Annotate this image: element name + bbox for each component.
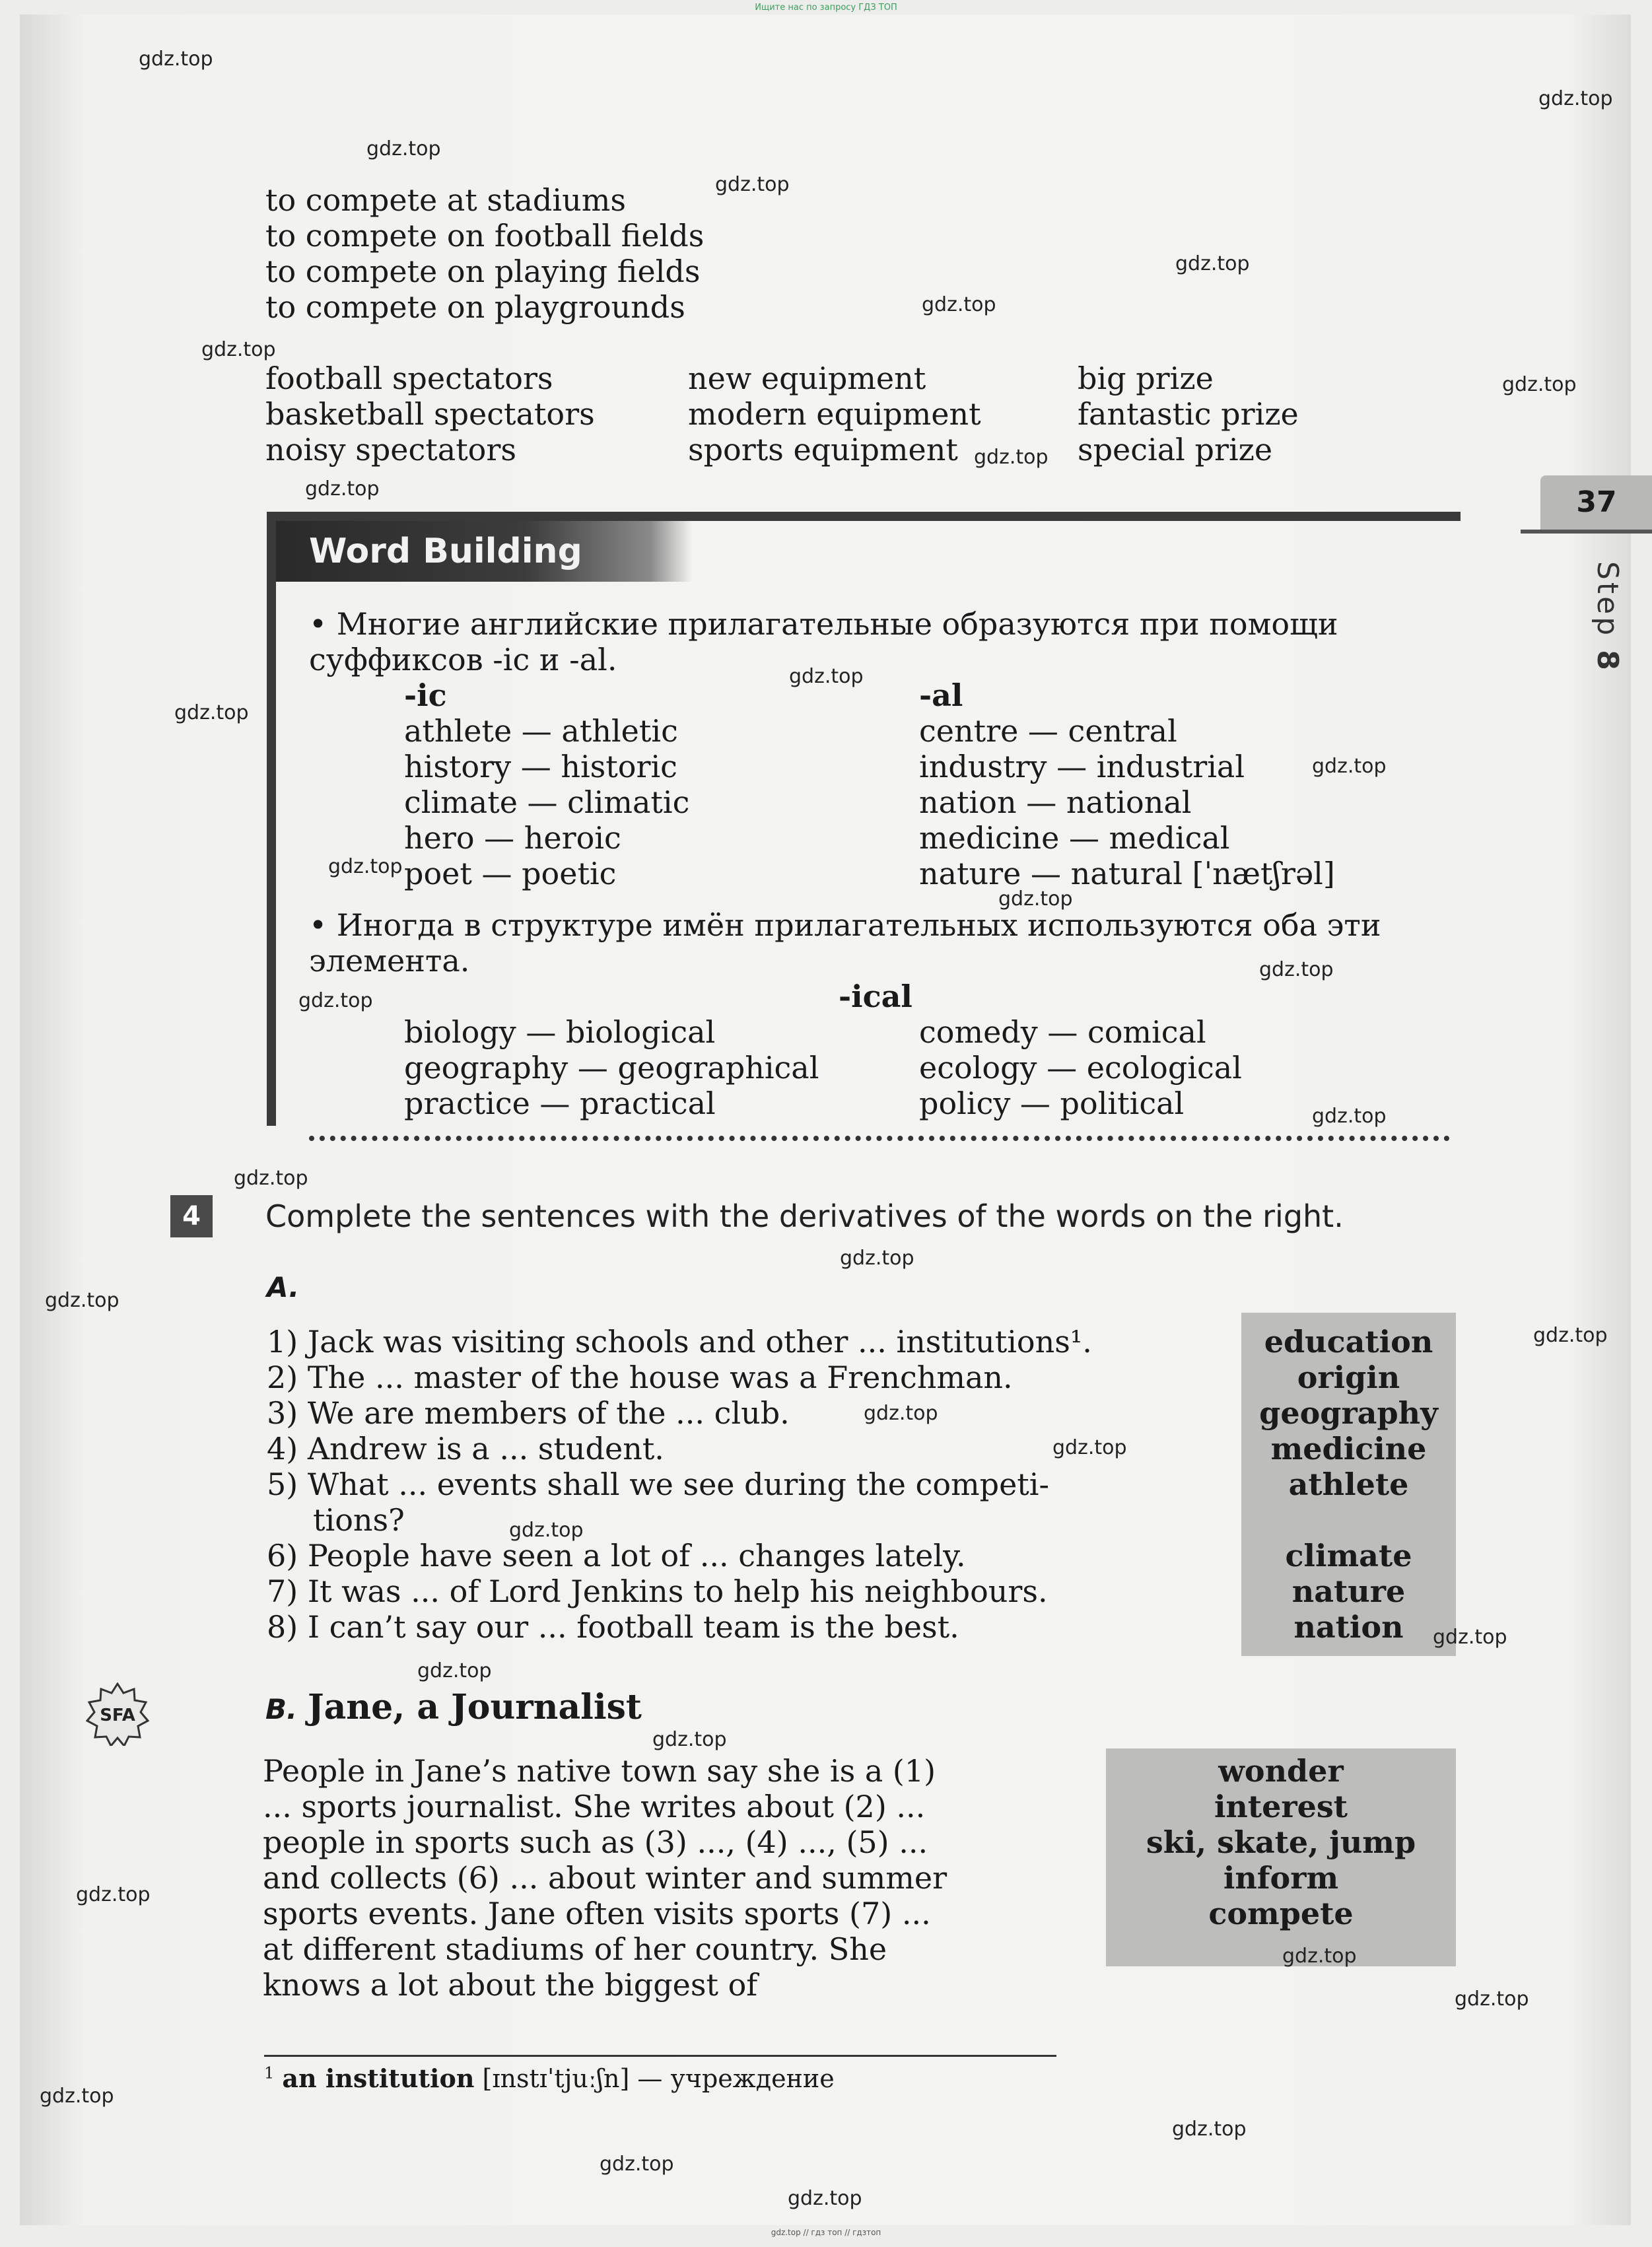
collocation: big prize xyxy=(1078,361,1214,396)
watermark: gdz.top xyxy=(715,173,790,196)
exercise-number: 4 xyxy=(170,1195,213,1237)
ical-pair: ecology — ecological xyxy=(919,1050,1242,1086)
ical-table xyxy=(404,1014,1447,1121)
words-a-bottom xyxy=(1241,1538,1456,1645)
section-a-label: A. xyxy=(267,1271,300,1303)
sentence-continuation: tions? xyxy=(313,1502,405,1538)
watermark: gdz.top xyxy=(974,446,1049,469)
watermark: gdz.top xyxy=(1312,755,1387,778)
rule-2-line-1: • Иногда в структуре имён прилагательных используются оба эти xyxy=(309,907,1381,943)
ic-pair: history — historic xyxy=(404,749,677,784)
sentence: 8) I can’t say our ... football team is the best. xyxy=(267,1609,959,1645)
passage-line: People in Jane’s native town say she is a (1) xyxy=(263,1753,936,1789)
watermark: gdz.top xyxy=(1282,1945,1357,1968)
root-word: geography xyxy=(1259,1395,1438,1431)
watermark: gdz.top xyxy=(1433,1626,1507,1649)
footnote-rule xyxy=(264,2055,1056,2057)
watermark: gdz.top xyxy=(1175,252,1250,275)
word-building-frame-left xyxy=(267,512,276,1126)
collocation: noisy spectators xyxy=(265,432,516,467)
watermark: gdz.top xyxy=(417,1659,492,1682)
watermark: gdz.top xyxy=(922,293,996,316)
root-word: compete xyxy=(1208,1896,1354,1931)
watermark: gdz.top xyxy=(509,1519,584,1542)
watermark: gdz.top xyxy=(788,2187,862,2210)
ical-header: -ical xyxy=(839,979,912,1014)
watermark: gdz.top xyxy=(366,137,441,160)
footnote-word: an institution xyxy=(282,2063,475,2093)
watermark: gdz.top xyxy=(201,338,276,361)
footnote xyxy=(264,2063,835,2093)
step-label: Step xyxy=(1591,561,1624,639)
watermark: gdz.top xyxy=(1172,2118,1247,2141)
watermark: gdz.top xyxy=(1259,958,1334,981)
al-pair: nature — natural [ˈnætʃrəl] xyxy=(919,856,1335,891)
watermark: gdz.top xyxy=(1455,1988,1529,2011)
watermark: gdz.top xyxy=(234,1167,308,1190)
collocation: football spectators xyxy=(265,361,553,396)
root-word: athlete xyxy=(1288,1467,1409,1502)
al-header: -al xyxy=(919,677,963,713)
ical-pair: biology — biological xyxy=(404,1014,716,1050)
ic-pair: hero — heroic xyxy=(404,820,621,856)
bottom-link[interactable]: gdz.top // гдз топ // гдзтоп xyxy=(771,2228,881,2237)
footnote-definition: [ɪnstɪˈtjuːʃn] — учреждение xyxy=(474,2064,835,2093)
passage-line: ... sports journalist. She writes about (2) ... xyxy=(263,1789,926,1824)
ic-column xyxy=(404,677,919,891)
compete-phrase: to compete on football fields xyxy=(265,218,705,254)
collocation: basketball spectators xyxy=(265,396,595,432)
root-word: climate xyxy=(1285,1538,1412,1573)
watermark: gdz.top xyxy=(40,2085,114,2108)
word-building-frame-top xyxy=(267,512,1461,521)
root-word: medicine xyxy=(1270,1431,1427,1467)
watermark: gdz.top xyxy=(174,701,249,724)
root-word: inform xyxy=(1223,1860,1339,1896)
watermark: gdz.top xyxy=(1538,87,1613,110)
watermark: gdz.top xyxy=(328,855,403,878)
root-word: ski, skate, jump xyxy=(1146,1824,1416,1860)
compete-phrase: to compete on playing fields xyxy=(265,254,701,289)
sentence: 3) We are members of the ... club. xyxy=(267,1395,790,1431)
ic-pair: poet — poetic xyxy=(404,856,617,891)
collocation: modern equipment xyxy=(688,396,981,432)
passage-line: at different stadiums of her country. She xyxy=(263,1931,887,1967)
collocation-col-prize xyxy=(1078,361,1474,467)
words-b xyxy=(1106,1753,1456,1931)
sentence: 7) It was ... of Lord Jenkins to help his neighbours. xyxy=(267,1573,1048,1609)
watermark: gdz.top xyxy=(1502,373,1577,396)
al-pair: nation — national xyxy=(919,784,1192,820)
al-pair: medicine — medical xyxy=(919,820,1230,856)
section-b-letter: B. xyxy=(265,1693,297,1725)
top-link[interactable]: Ищите нас по запросу ГДЗ ТОП xyxy=(755,3,897,13)
step-tab xyxy=(1565,561,1624,707)
watermark: gdz.top xyxy=(298,989,373,1012)
watermark: gdz.top xyxy=(998,887,1073,911)
watermark: gdz.top xyxy=(305,477,380,501)
ic-pair: climate — climatic xyxy=(404,784,690,820)
root-word: education xyxy=(1264,1324,1433,1360)
root-word: origin xyxy=(1297,1360,1400,1395)
ic-pair: athlete — athletic xyxy=(404,713,678,749)
collocation: sports equipment xyxy=(688,432,958,467)
watermark: gdz.top xyxy=(840,1247,914,1270)
jane-passage xyxy=(263,1753,1088,2003)
sentence: 5) What ... events shall we see during the competi- xyxy=(267,1467,1050,1502)
collocation: fantastic prize xyxy=(1078,396,1299,432)
watermark: gdz.top xyxy=(789,665,864,688)
al-pair: industry — industrial xyxy=(919,749,1245,784)
compete-phrases xyxy=(265,182,704,325)
collocation: new equipment xyxy=(688,361,926,396)
watermark: gdz.top xyxy=(76,1883,151,1906)
compete-phrase: to compete at stadiums xyxy=(265,182,626,218)
words-a-top xyxy=(1241,1324,1456,1502)
passage-line: sports events. Jane often visits sports (7) ... xyxy=(263,1896,931,1931)
rule-2 xyxy=(309,907,1381,979)
compete-phrase: to compete on playgrounds xyxy=(265,289,685,325)
sentence: 2) The ... master of the house was a Frenchman. xyxy=(267,1360,1013,1395)
watermark: gdz.top xyxy=(1052,1436,1127,1459)
ical-pair: comedy — comical xyxy=(919,1014,1206,1050)
watermark: gdz.top xyxy=(652,1728,727,1751)
al-column xyxy=(919,677,1447,891)
passage-line: knows a lot about the biggest of xyxy=(263,1967,758,2003)
ical-pair: policy — political xyxy=(919,1086,1185,1121)
footnote-mark: 1 xyxy=(264,2063,275,2083)
ical-pair: practice — practical xyxy=(404,1086,716,1121)
word-building-title: Word Building xyxy=(276,521,692,582)
passage-line: and collects (6) ... about winter and summer xyxy=(263,1860,947,1896)
section-b-heading xyxy=(265,1687,642,1727)
step-number: 8 xyxy=(1591,650,1624,673)
rule-1-line-1: • Многие английские прилагательные образуются при помощи xyxy=(309,606,1338,642)
watermark: gdz.top xyxy=(1533,1324,1608,1347)
watermark: gdz.top xyxy=(1312,1105,1387,1128)
sentence: 4) Andrew is a ... student. xyxy=(267,1431,664,1467)
exercise-instruction: Complete the sentences with the derivatives of the words on the right. xyxy=(265,1198,1344,1234)
root-word: interest xyxy=(1214,1789,1348,1824)
watermark: gdz.top xyxy=(45,1289,120,1312)
sfa-text: SFA xyxy=(100,1706,135,1725)
collocation-columns xyxy=(265,361,1474,467)
sentence-list xyxy=(267,1324,1092,1645)
root-word: nation xyxy=(1293,1609,1404,1645)
passage-line: people in sports such as (3) ..., (4) ..., (5) ... xyxy=(263,1824,928,1860)
section-b-title: Jane, a Journalist xyxy=(307,1687,642,1727)
ic-header: -ic xyxy=(404,677,447,713)
suffix-table xyxy=(404,677,1447,891)
rule-2-line-2: элемента. xyxy=(309,943,470,979)
sentence: 1) Jack was visiting schools and other ... institutions¹. xyxy=(267,1324,1092,1360)
collocation: special prize xyxy=(1078,432,1273,467)
sfa-badge-icon xyxy=(86,1682,149,1746)
ical-pair: geography — geographical xyxy=(404,1050,819,1086)
watermark: gdz.top xyxy=(864,1402,938,1425)
tab-divider xyxy=(1521,530,1652,534)
sentence: 6) People have seen a lot of ... changes lately. xyxy=(267,1538,966,1573)
root-word: wonder xyxy=(1218,1753,1344,1789)
watermark: gdz.top xyxy=(139,48,213,71)
watermark: gdz.top xyxy=(600,2153,674,2176)
dotted-divider xyxy=(309,1136,1450,1141)
ical-left-column xyxy=(404,1014,919,1121)
page-number: 37 xyxy=(1540,475,1652,530)
collocation-col-spectators xyxy=(265,361,688,467)
rule-1-line-2: суффиксов -ic и -al. xyxy=(309,642,617,677)
root-word: nature xyxy=(1291,1573,1406,1609)
al-pair: centre — central xyxy=(919,713,1177,749)
